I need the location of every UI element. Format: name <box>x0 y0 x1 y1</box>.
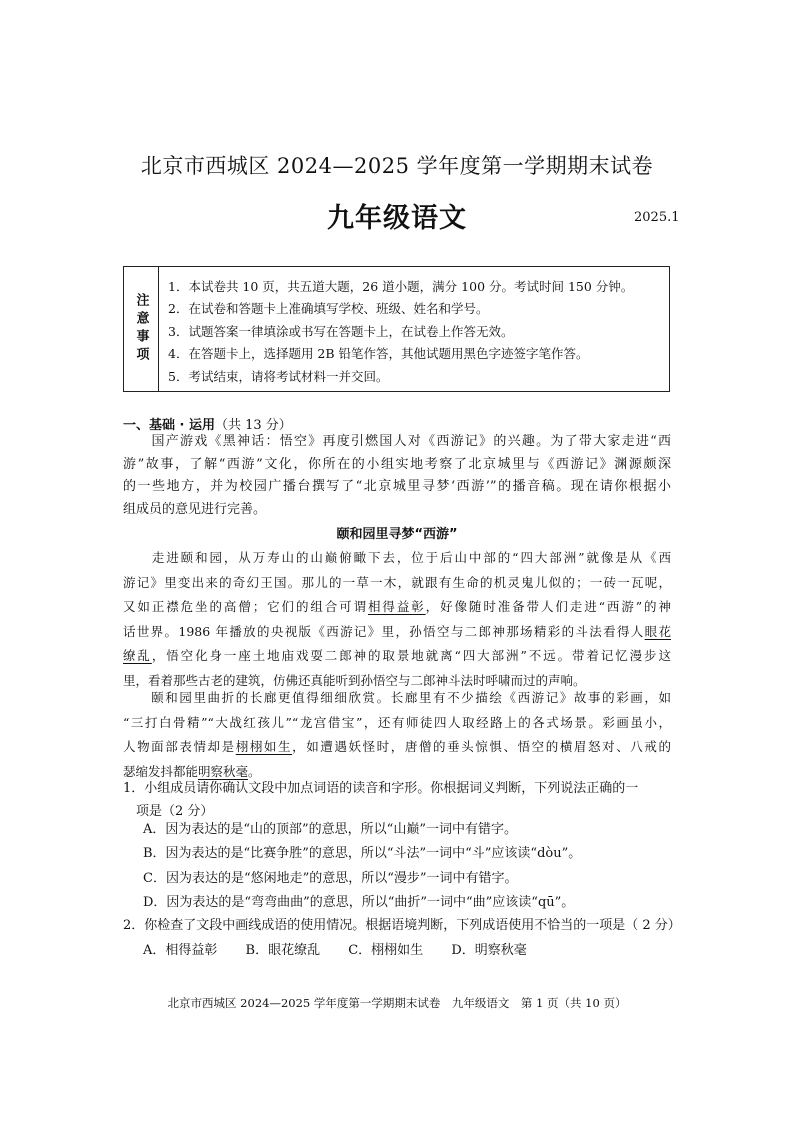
question-2-options <box>143 939 551 958</box>
intro-line: 国产游戏《黑神话：悟空》再度引燃国人对《西游记》的兴趣。为了带大家走进“西 <box>123 434 671 449</box>
underlined-idiom: 明察秋毫 <box>198 763 249 779</box>
intro-line: 组成员的意见进行完善。 <box>123 502 267 518</box>
option-d: D．明察秋毫 <box>451 943 527 958</box>
notice-item: 2．在试卷和答题卡上准确填写学校、班级、姓名和学号。 <box>168 301 489 317</box>
option-d: D．因为表达的是“弯弯曲曲”的意思，所以“曲折”一词中“曲”应该读“qū”。 <box>143 894 575 910</box>
article-line: 颐和园里曲折的长廊更值得细细欣赏。长廊里有不少描绘《西游记》故事的彩画，如 <box>123 690 671 705</box>
article-paragraph-1 <box>123 546 671 694</box>
option-a: A．相得益彰 <box>143 943 218 958</box>
notice-list <box>168 276 663 388</box>
article-line: 里，看着那些古老的建筑，仿佛还真能听到孙悟空与二郎神斗法时呼啸而过的声响。 <box>123 672 586 688</box>
article-line: 瑟缩发抖都能明察秋毫。 <box>123 763 261 779</box>
notice-item: 4．在答题卡上，选择题用 2B 铅笔作答，其他试题用黑色字迹签字笔作答。 <box>168 346 589 362</box>
intro-paragraph <box>123 431 671 522</box>
article-line: 缭乱，悟空化身一座土地庙戏耍二郎神的取景地就离“四大部洲”不远。带着记忆漫步这 <box>123 648 671 664</box>
intro-line: 游”故事，了解“西游”文化，你所在的小组实地考察了北京城里与《西游记》渊源颇深 <box>123 456 671 472</box>
notice-box <box>123 266 670 392</box>
question-1-options <box>143 818 581 915</box>
article-line: 游记》里变出来的奇幻王国。那儿的一草一木，就跟有生命的机灵鬼儿似的；一砖一瓦呢， <box>123 574 671 590</box>
option-c: C．因为表达的是“悠闲地走”的意思，所以“漫步”一词中有错字。 <box>143 870 518 886</box>
page-footer: 北京市西城区 2024—2025 学年度第一学期期末试卷 九年级语文 第 1 页（共 10 页） <box>167 996 627 1010</box>
notice-label-cell <box>124 267 159 391</box>
exam-title: 北京市西城区 2024—2025 学年度第一学期期末试卷 <box>140 154 654 178</box>
option-c: C．栩栩如生 <box>348 943 424 958</box>
notice-label: 注意事项 <box>133 293 149 365</box>
notice-item: 3．试题答案一律填涂或书写在答题卡上，在试卷上作答无效。 <box>168 323 514 339</box>
article-line: “三打白骨精”“大战红孩儿”“龙宫借宝”，还有师徒四人取经路上的各式场景。彩画虽小， <box>123 714 671 730</box>
notice-item: 5．考试结束，请将考试材料一并交回。 <box>168 368 389 384</box>
section-score: （共 13 分） <box>215 418 292 433</box>
article-line: 人物面部表情却是栩栩如生，如遭遇妖怪时，唐僧的垂头惊惧、悟空的横眉怒对、八戒的 <box>123 739 671 755</box>
notice-item: 1．本试卷共 10 页，共五道大题，26 道小题，满分 100 分。考试时间 150 分钟。 <box>168 279 634 294</box>
exam-date: 2025.1 <box>634 210 680 225</box>
underlined-idiom: 缭乱 <box>123 648 152 664</box>
underlined-idiom: 相得益彰 <box>368 599 426 615</box>
article-line: 走进颐和园，从万寿山的山巅俯瞰下去，位于后山中部的“四大部洲”就像是从《西 <box>123 550 671 565</box>
question-1-stem: 1．小组成员请你确认文段中加点词语的读音和字形。你根据词义判断，下列说法正确的一 项是（2 分） <box>123 781 639 819</box>
option-a: A．因为表达的是“山的顶部”的意思，所以“山巅”一词中有错字。 <box>143 822 517 837</box>
question-2-stem: 2．你检查了文段中画线成语的使用情况。根据语境判断，下列成语使用不恰当的一项是（ 2 分） <box>123 918 681 933</box>
article-title: 颐和园里寻梦“西游” <box>336 527 458 542</box>
section-title: 一、基础 · 运用 <box>123 418 215 433</box>
exam-subject: 九年级语文 <box>327 203 467 234</box>
option-b: B．因为表达的是“比赛争胜”的意思，所以“斗法”一词中“斗”应该读“dòu”。 <box>143 846 582 862</box>
intro-line: 的一些地方，并为校园广播台撰写了“北京城里寻梦‘西游’”的播音稿。现在请你根据小 <box>123 479 671 495</box>
article-paragraph-2 <box>123 686 671 784</box>
underlined-idiom: 栩栩如生 <box>235 739 293 755</box>
article-line: 话世界。1986 年播放的央视版《西游记》里，孙悟空与二郎神那场精彩的斗法看得人眼花 <box>123 623 671 639</box>
article-line: 又如正襟危坐的高僧；它们的组合可谓相得益彰，好像随时准备带人们走进“西游”的神 <box>123 599 671 615</box>
option-b: B．眼花缭乱 <box>245 943 321 958</box>
underlined-idiom: 眼花 <box>644 623 671 639</box>
